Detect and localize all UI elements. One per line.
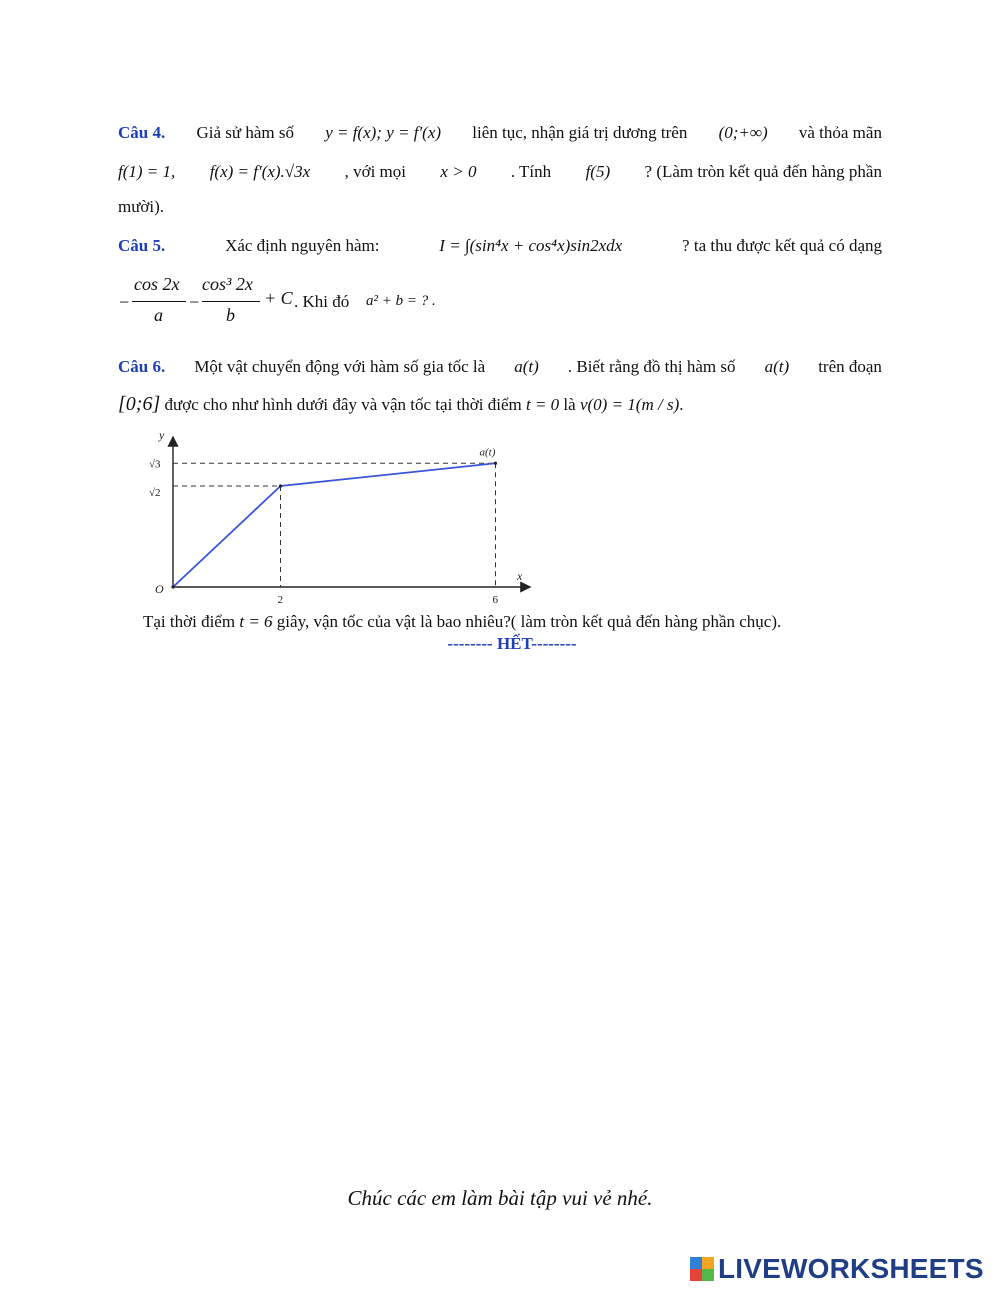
- question-4-label: Câu 4.: [118, 123, 166, 142]
- q6-text-3: trên đoạn: [818, 357, 882, 376]
- q5-minus-sign-1: −: [118, 292, 131, 312]
- q4-text-4: , với mọi: [344, 162, 407, 181]
- question-4-line-3: [118, 194, 882, 220]
- q5-math-integral: I = ∫(sin⁴x + cos⁴x)sin2xdx: [439, 236, 623, 255]
- data-point: [279, 484, 282, 487]
- q6-text-8: giây, vận tốc của vật là bao nhiêu?( làm tròn kết quả đến hàng phần chục).: [276, 612, 782, 631]
- question-5-line-1: [118, 233, 882, 259]
- q4-text-5: . Tính: [510, 162, 552, 181]
- question-4-line-2: [118, 159, 882, 185]
- q5-minus-sign-2: −: [188, 292, 201, 312]
- logo-text: LIVEWORKSHEETS: [718, 1253, 984, 1284]
- y-tick-label: √3: [149, 458, 161, 471]
- question-6-label: Câu 6.: [118, 357, 166, 376]
- data-point: [171, 585, 174, 588]
- x-axis-label: x: [517, 569, 523, 583]
- q4-math-f5: f(5): [585, 162, 611, 181]
- q4-math-condition-2: f(x) = f′(x).√3x: [209, 162, 311, 181]
- q5-fraction-1-bar: [132, 301, 186, 302]
- q4-math-interval: (0;+∞): [718, 123, 768, 142]
- x-tick-label: 2: [277, 594, 283, 606]
- series-line-a-t: [173, 463, 496, 587]
- q5-fraction-2: [202, 272, 262, 332]
- q6-math-v0: v(0) = 1(m / s): [579, 395, 680, 414]
- end-marker: -------- HẾT--------: [447, 634, 577, 653]
- q5-text-2: ? ta thu được kết quả có dạng: [682, 236, 882, 255]
- q4-math-x-positive: x > 0: [440, 162, 477, 181]
- data-point: [494, 462, 497, 465]
- series-label: a(t): [479, 446, 496, 459]
- q6-math-a-t-2: a(t): [764, 357, 790, 376]
- logo-square-orange: [702, 1257, 714, 1269]
- q6-text-5: là: [563, 395, 576, 414]
- q5-fraction-1-denominator: a: [154, 305, 163, 325]
- q5-answer-form: [118, 272, 538, 332]
- x-tick-label: 6: [492, 594, 498, 606]
- y-axis-label: y: [159, 428, 165, 442]
- q4-text-6: ? (Làm tròn kết quả đến hàng phần: [644, 162, 882, 181]
- q5-fraction-2-denominator: b: [226, 305, 235, 325]
- q6-text-4: được cho như hình dưới đây và vận tốc tại thời điểm: [164, 395, 522, 414]
- q6-text-1: Một vật chuyển động với hàm số gia tốc là: [194, 357, 486, 376]
- logo-mark-icon: [690, 1257, 714, 1281]
- q4-text-1: Giả sử hàm số: [196, 123, 294, 142]
- question-4-line-1: [118, 120, 882, 146]
- q4-text-2: liên tục, nhận giá trị dương trên: [472, 123, 688, 142]
- logo-square-red: [690, 1269, 702, 1281]
- acceleration-chart: [145, 425, 545, 605]
- q4-text-3: và thỏa mãn: [798, 123, 882, 142]
- question-5-label: Câu 5.: [118, 236, 166, 255]
- q6-math-t0: t = 0: [525, 395, 560, 414]
- question-6-line-3: [143, 609, 883, 635]
- q5-fraction-2-bar: [202, 301, 260, 302]
- q6-math-interval: [0;6]: [118, 393, 161, 415]
- q6-math-t6: t = 6: [239, 612, 273, 631]
- y-tick-label: √2: [149, 487, 161, 499]
- q6-math-a-t-1: a(t): [514, 357, 539, 376]
- logo-square-blue: [690, 1257, 702, 1269]
- q5-constant: + C: [264, 288, 293, 308]
- q5-fraction-1-numerator: cos 2x: [134, 274, 180, 294]
- q5-math-question: a² + b = ? .: [366, 293, 436, 309]
- origin-label: O: [155, 582, 164, 596]
- closing-wish: Chúc các em làm bài tập vui vẻ nhé.: [347, 1186, 653, 1210]
- liveworksheets-logo: [690, 1252, 984, 1286]
- q5-text-3: . Khi đó: [294, 292, 350, 311]
- q5-fraction-2-numerator: cos³ 2x: [202, 274, 253, 294]
- q4-math-functions: y = f(x); y = f′(x): [325, 123, 442, 142]
- q4-math-condition-1: f(1) = 1,: [118, 162, 176, 181]
- q5-text-1: Xác định nguyên hàm:: [225, 236, 380, 255]
- q5-fraction-1: [132, 272, 188, 332]
- q4-text-7: mười).: [118, 197, 165, 216]
- q6-text-6: .: [679, 395, 684, 414]
- question-6-line-2: [118, 391, 882, 418]
- logo-square-green: [702, 1269, 714, 1281]
- question-6-line-1: [118, 354, 882, 380]
- q6-text-2: . Biết rằng đồ thị hàm số: [567, 357, 736, 376]
- q6-text-7: Tại thời điểm: [143, 612, 236, 631]
